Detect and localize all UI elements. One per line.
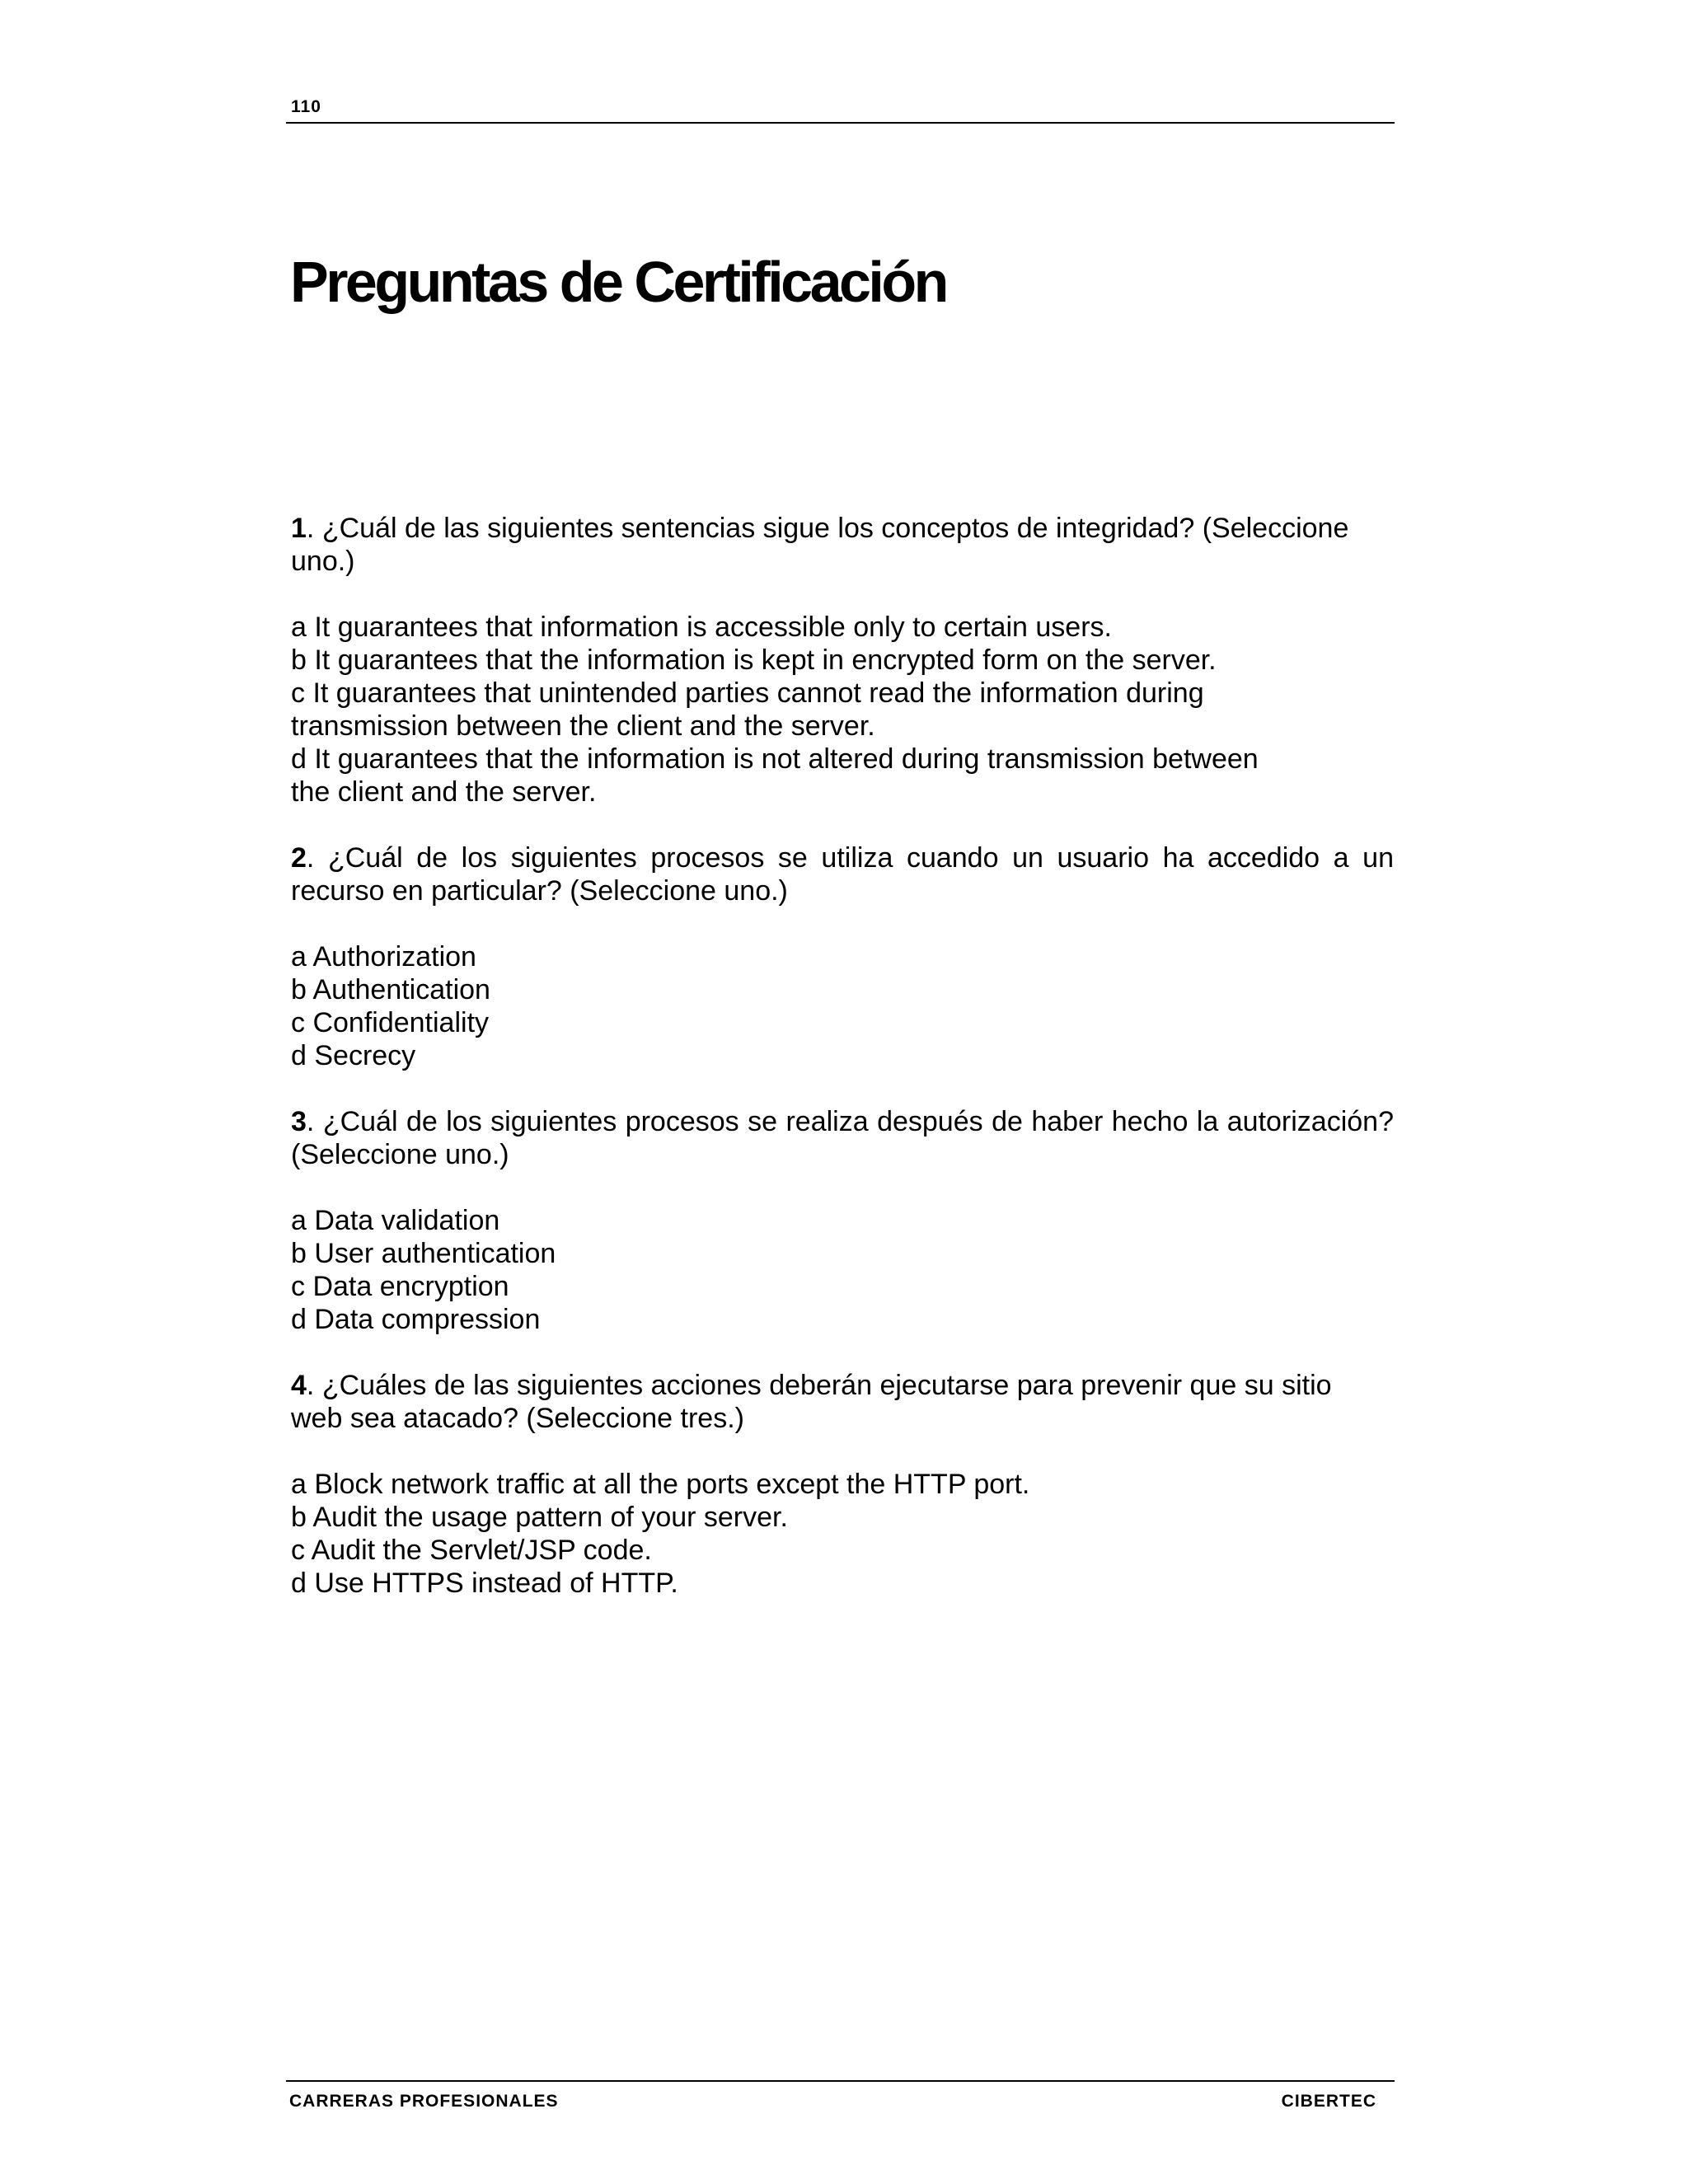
question-4 <box>291 1369 1394 1600</box>
question-3 <box>291 1105 1394 1336</box>
answer-option-c: c Data encryption <box>291 1271 509 1302</box>
answer-options <box>291 1468 1394 1600</box>
answer-option-a: a Data validation <box>291 1205 500 1236</box>
question-number: 4 <box>291 1370 307 1401</box>
question-prompt: . ¿Cuál de los siguientes procesos se realiza después de haber hecho la autorización? (Seleccione uno.) <box>291 1106 1394 1170</box>
page-number: 110 <box>291 97 321 116</box>
question-text <box>291 512 1379 578</box>
answer-option-b: b Audit the usage pattern of your server. <box>291 1502 788 1533</box>
answer-option-d: d Secrecy <box>291 1040 416 1071</box>
question-number: 2 <box>291 842 307 874</box>
question-prompt: . ¿Cuál de las siguientes sentencias sigue los conceptos de integridad? (Seleccione uno.) <box>291 513 1349 577</box>
answer-option-a: a It guarantees that information is accessible only to certain users. <box>291 612 1112 643</box>
question-text <box>291 841 1394 907</box>
answer-options <box>291 1204 1394 1336</box>
page-title: Preguntas de Certificación <box>290 250 946 314</box>
footer-program: CARRERAS PROFESIONALES <box>289 2092 559 2111</box>
question-text <box>291 1369 1362 1435</box>
question-2 <box>291 841 1394 1072</box>
answer-option-b: b It guarantees that the information is kept in encrypted form on the server. <box>291 644 1217 676</box>
question-number: 1 <box>291 513 307 544</box>
answer-options <box>291 940 1394 1072</box>
question-prompt: . ¿Cuáles de las siguientes acciones deberán ejecutarse para prevenir que su sitio web sea atacado? (Seleccione tres.) <box>291 1370 1332 1434</box>
questions-section <box>291 512 1394 1633</box>
answer-option-c: c Confidentiality <box>291 1007 490 1038</box>
page-header <box>286 92 1395 124</box>
answer-option-d: d It guarantees that the information is not altered during transmission between the client and the server. <box>291 743 1259 808</box>
footer-institution: CIBERTEC <box>1281 2092 1376 2111</box>
question-1 <box>291 512 1394 808</box>
answer-option-c: c Audit the Servlet/JSP code. <box>291 1535 652 1566</box>
question-prompt: . ¿Cuál de los siguientes procesos se utiliza cuando un usuario ha accedido a un recurso en particular? (Seleccione uno.) <box>291 842 1394 907</box>
answer-option-a: a Block network traffic at all the ports except the HTTP port. <box>291 1469 1030 1500</box>
answer-options <box>291 611 1288 808</box>
answer-option-c: c It guarantees that unintended parties cannot read the information during transmission between the client and the server. <box>291 677 1204 742</box>
page-footer <box>286 2080 1395 2111</box>
answer-option-b: b User authentication <box>291 1238 556 1269</box>
answer-option-d: d Data compression <box>291 1304 541 1335</box>
question-number: 3 <box>291 1106 307 1137</box>
answer-option-a: a Authorization <box>291 941 476 972</box>
question-text <box>291 1105 1394 1171</box>
answer-option-d: d Use HTTPS instead of HTTP. <box>291 1568 678 1599</box>
answer-option-b: b Authentication <box>291 974 490 1005</box>
